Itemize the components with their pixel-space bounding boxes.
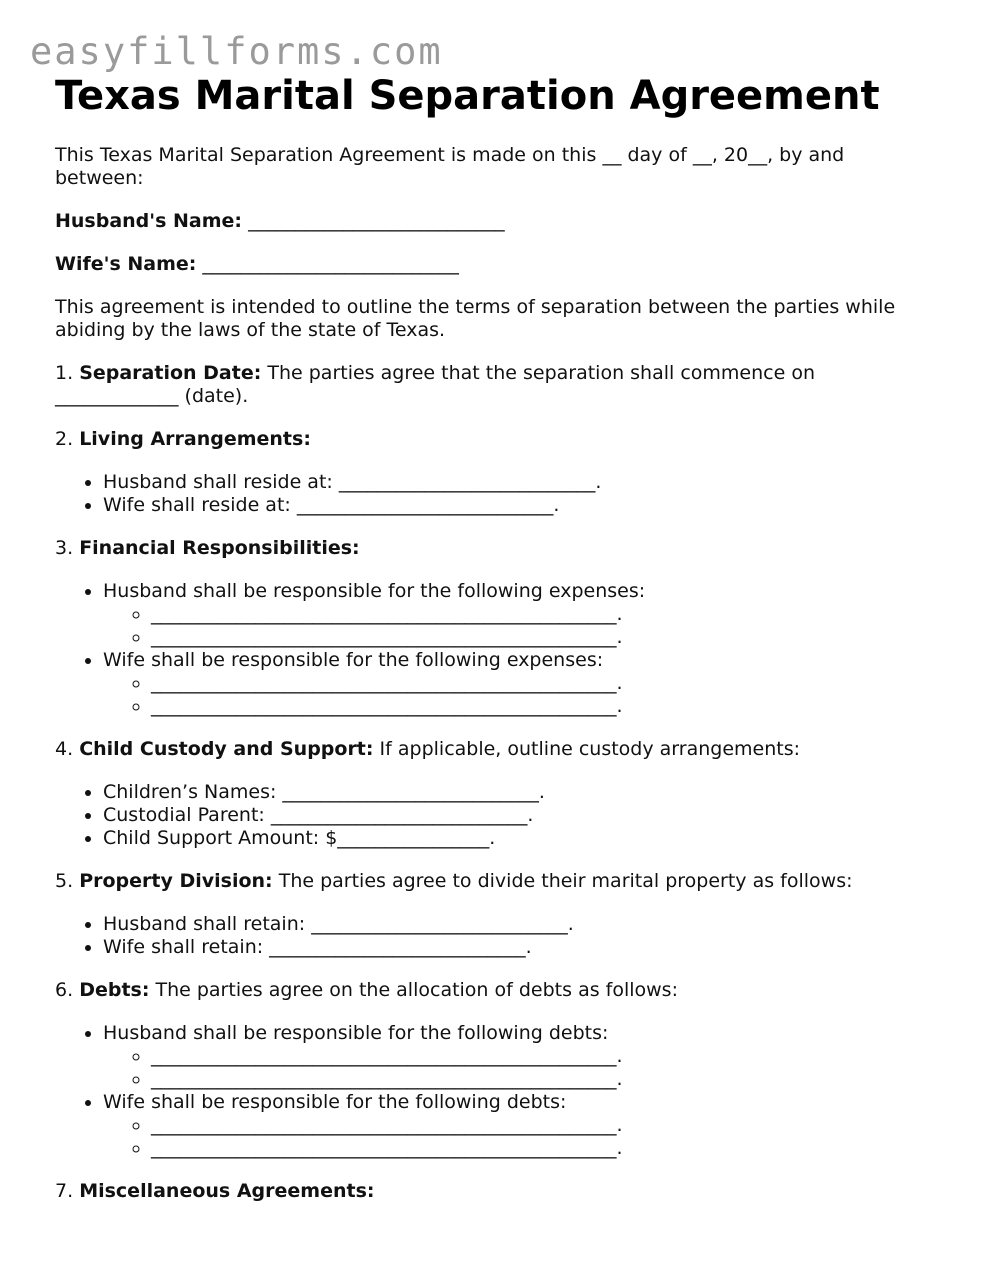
- husband-expenses-label: Husband shall be responsible for the following expenses:: [103, 580, 646, 602]
- intro-paragraph: This Texas Marital Separation Agreement is made on this __ day of __, 20__, by and between:: [55, 144, 845, 189]
- blank-line[interactable]: ◦ _________________________________________________.: [151, 1045, 935, 1068]
- blank-line[interactable]: ◦ _________________________________________________.: [151, 603, 935, 626]
- list-item[interactable]: • Wife shall reside at: ___________________________.: [103, 494, 935, 517]
- section-miscellaneous: [55, 1180, 935, 1203]
- husband-debts-lines: [103, 1045, 935, 1091]
- purpose-paragraph: This agreement is intended to outline the terms of separation between the parties while abiding by the laws of the state of Texas.: [55, 296, 896, 341]
- section-heading: Property Division:: [79, 870, 273, 892]
- list-item[interactable]: • Husband shall retain: ___________________________.: [103, 913, 935, 936]
- section-heading: Debts:: [79, 979, 150, 1001]
- section-heading: Child Custody and Support:: [79, 738, 374, 760]
- wife-expenses-label: Wife shall be responsible for the following expenses:: [103, 649, 604, 671]
- section-text: The parties agree to divide their marital property as follows:: [272, 870, 853, 892]
- section-number: 1.: [55, 362, 74, 384]
- blank-line[interactable]: ◦ _________________________________________________.: [151, 1137, 935, 1160]
- financial-list: [55, 580, 935, 718]
- section-number: 2.: [55, 428, 74, 450]
- list-item[interactable]: • Wife shall retain: ___________________________.: [103, 936, 935, 959]
- section-number: 4.: [55, 738, 74, 760]
- living-arrangements-list: [55, 471, 935, 517]
- section-heading: Financial Responsibilities:: [79, 537, 360, 559]
- section-number: 7.: [55, 1180, 74, 1202]
- section-debts: [55, 979, 935, 1002]
- section-heading: Miscellaneous Agreements:: [79, 1180, 375, 1202]
- blank-line[interactable]: ◦ _________________________________________________.: [151, 695, 935, 718]
- husband-debts-label: Husband shall be responsible for the following debts:: [103, 1022, 609, 1044]
- husband-expenses-lines: [103, 603, 935, 649]
- watermark: easyfillforms.com: [30, 30, 443, 73]
- property-division-list: [55, 913, 935, 959]
- section-text: If applicable, outline custody arrangements:: [373, 738, 800, 760]
- section-child-custody: [55, 738, 935, 761]
- document-title: Texas Marital Separation Agreement: [55, 73, 880, 119]
- wife-name-label: Wife's Name:: [55, 253, 197, 275]
- section-property-division: [55, 870, 935, 893]
- blank-line[interactable]: ◦ _________________________________________________.: [151, 1114, 935, 1137]
- list-item[interactable]: • Husband shall reside at: ___________________________.: [103, 471, 935, 494]
- debts-list: [55, 1022, 935, 1160]
- wife-expenses-lines: [103, 672, 935, 718]
- wife-debts-lines: [103, 1114, 935, 1160]
- list-item: [103, 580, 935, 649]
- list-item[interactable]: • Custodial Parent: ___________________________.: [103, 804, 935, 827]
- child-custody-list: [55, 781, 935, 850]
- husband-name-blank[interactable]: ___________________________: [248, 210, 505, 232]
- blank-line[interactable]: ◦ _________________________________________________.: [151, 626, 935, 649]
- husband-name-field[interactable]: [55, 210, 935, 233]
- section-number: 6.: [55, 979, 74, 1001]
- section-heading: Separation Date:: [79, 362, 262, 384]
- section-number: 5.: [55, 870, 74, 892]
- blank-line[interactable]: ◦ _________________________________________________.: [151, 672, 935, 695]
- list-item[interactable]: • Children’s Names: ___________________________.: [103, 781, 935, 804]
- list-item: [103, 1022, 935, 1091]
- section-living-arrangements: [55, 428, 935, 451]
- list-item[interactable]: • Child Support Amount: $________________.: [103, 827, 935, 850]
- section-separation-date: [55, 362, 935, 408]
- blank-line[interactable]: ◦ _________________________________________________.: [151, 1068, 935, 1091]
- list-item: [103, 649, 935, 718]
- list-item: [103, 1091, 935, 1160]
- wife-name-field[interactable]: [55, 253, 935, 276]
- document-page: [55, 72, 935, 1203]
- section-text: The parties agree on the allocation of debts as follows:: [149, 979, 678, 1001]
- section-financial-responsibilities: [55, 537, 935, 560]
- husband-name-label: Husband's Name:: [55, 210, 243, 232]
- section-number: 3.: [55, 537, 74, 559]
- wife-debts-label: Wife shall be responsible for the following debts:: [103, 1091, 567, 1113]
- section-text: The parties agree that the separation shall commence on _____________ (date).: [55, 362, 815, 407]
- section-heading: Living Arrangements:: [79, 428, 311, 450]
- wife-name-blank[interactable]: ___________________________: [202, 253, 459, 275]
